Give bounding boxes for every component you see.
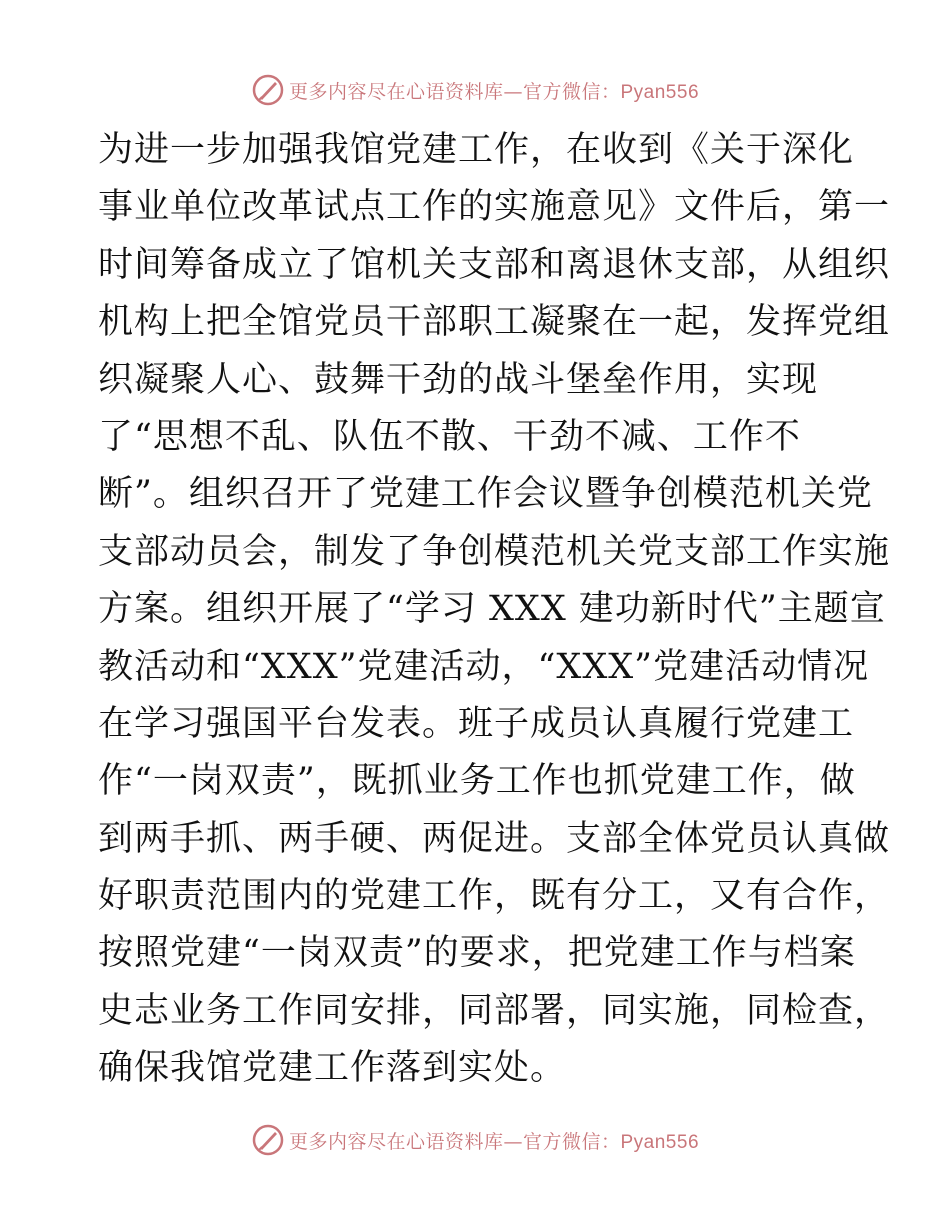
- paragraph-line: 断”。组织召开了党建工作会议暨争创模范机关党: [98, 474, 873, 515]
- paragraph-line: 事业单位改革试点工作的实施意见》文件后，第一: [98, 187, 891, 228]
- paragraph-line: 机构上把全馆党员干部职工凝聚在一起，发挥党组: [98, 302, 891, 343]
- document-paragraph: [98, 122, 891, 1098]
- paragraph-line: 为进一步加强我馆党建工作，在收到《关于深化: [98, 130, 855, 170]
- wechat-id: Pyan556: [620, 81, 700, 103]
- paragraph-line: 了“思想不乱、队伍不散、干劲不减、工作不: [98, 416, 801, 457]
- paragraph-line: 教活动和“XXX”党建活动，“XXX”党建活动情况: [98, 646, 870, 687]
- paragraph-line: 按照党建“一岗双责”的要求，把党建工作与档案: [98, 933, 856, 974]
- watermark-text: 更多内容尽在心语资料库—官方微信：Pyan556: [288, 1130, 700, 1153]
- footer-watermark-banner: [0, 1120, 950, 1160]
- quill-logo-icon: [251, 73, 285, 107]
- paragraph-line: 史志业务工作同安排，同部署，同实施，同检查，: [98, 990, 891, 1031]
- watermark-text: 更多内容尽在心语资料库—官方微信：Pyan556: [288, 80, 700, 103]
- paragraph-line: 好职责范围内的党建工作，既有分工，又有合作，: [98, 876, 891, 917]
- paragraph-line: 到两手抓、两手硬、两促进。支部全体党员认真做: [98, 818, 891, 859]
- paragraph-line: 在学习强国平台发表。班子成员认真履行党建工: [98, 703, 855, 744]
- quill-logo-icon: [251, 1123, 285, 1157]
- paragraph-line: 织凝聚人心、鼓舞干劲的战斗堡垒作用，实现: [98, 359, 819, 400]
- paragraph-line: 作“一岗双责”，既抓业务工作也抓党建工作，做: [98, 761, 856, 802]
- paragraph-line: 支部动员会，制发了争创模范机关党支部工作实施: [98, 531, 891, 572]
- paragraph-line: 确保我馆党建工作落到实处。: [98, 1048, 567, 1089]
- header-watermark-banner: [0, 70, 950, 110]
- paragraph-line: 时间筹备成立了馆机关支部和离退休支部，从组织: [98, 244, 891, 285]
- wechat-id: Pyan556: [620, 1131, 700, 1153]
- paragraph-line: 方案。组织开展了“学习 XXX 建功新时代”主题宣: [98, 589, 886, 630]
